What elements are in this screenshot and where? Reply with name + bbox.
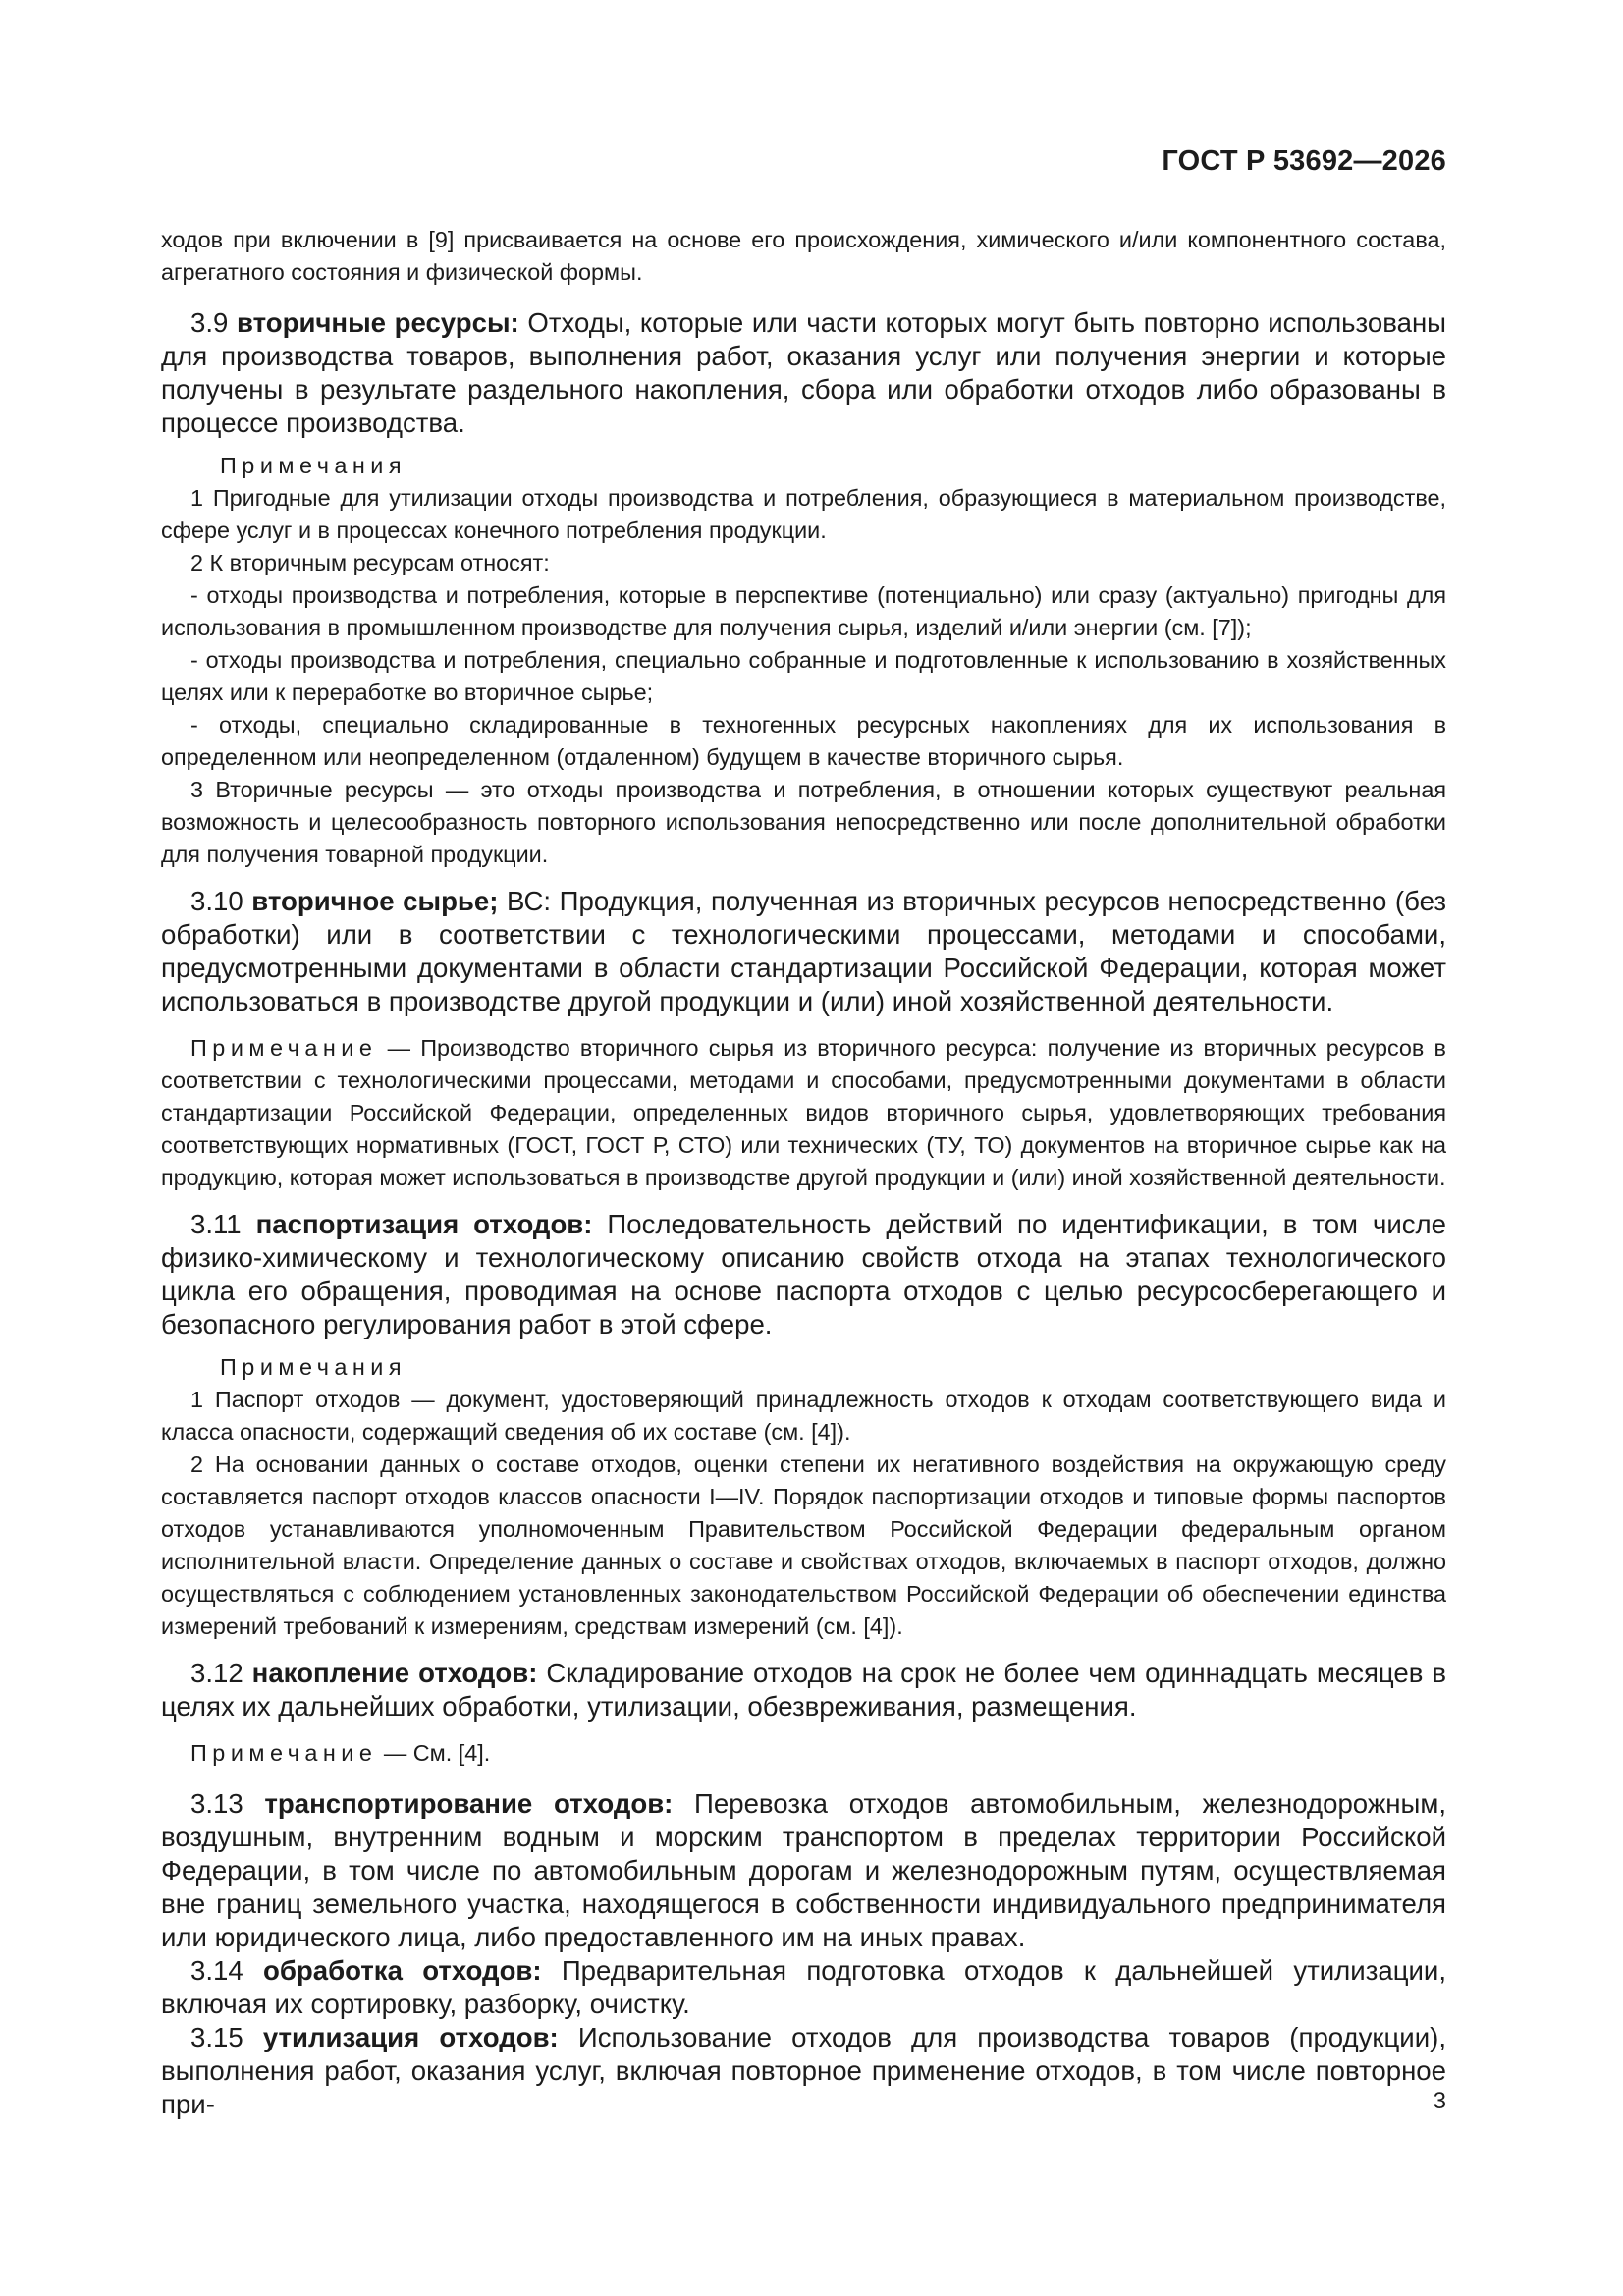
note-item: 3 Вторичные ресурсы — это отходы производства и потребления, в отношении которых существуют реальная возможность и целесообразность повторного использования непосредственно или после дополнительной обработки для получения товарной продукции. bbox=[161, 777, 1446, 867]
term-definition: ВС: Продукция, полученная из вторичных ресурсов непосредственно (без обработки) или в соответствии с технологическими процессами, методами и способами, предусмотренными документами в области стандартизации Российской Федерации, которая может использоваться в производстве другой продукции и (или) иной хозяйственной деятельности. bbox=[161, 886, 1446, 1016]
term-3-10 bbox=[161, 885, 1446, 1018]
note-label: Примечание bbox=[190, 1740, 378, 1766]
term-definition: Последовательность действий по идентификации, в том числе физико-химическому и технологическому описанию свойств отхода на этапах технологического цикла его обращения, проводимая на основе паспорта отходов с целью ресурсосберегающего и безопасного регулирования работ в этой сфере. bbox=[161, 1209, 1446, 1339]
term-number: 3.9 bbox=[190, 307, 237, 338]
note-paragraph bbox=[161, 1032, 1446, 1194]
notes-label: Примечания bbox=[220, 1354, 407, 1380]
notes-label: Примечания bbox=[220, 453, 407, 478]
note-paragraph bbox=[161, 1737, 1446, 1770]
note-item: 2 К вторичным ресурсам относят: bbox=[190, 550, 550, 575]
note-list-item: - отходы производства и потребления, специально собранные и подготовленные к использованию в хозяйственных целях или к переработке во вторичное сырье; bbox=[161, 647, 1446, 705]
term-definition: Использование отходов для производства товаров (продукции), выполнения работ, оказания услуг, включая повторное применение отходов, в том числе повторное при- bbox=[161, 2022, 1446, 2119]
note-item: 2 На основании данных о составе отходов, оценки степени их негативного воздействия на окружающую среду составляется паспорт отходов классов опасности I—IV. Порядок паспортизации отходов и типовые формы паспортов отходов устанавливаются уполномоченным Правительством Российской Федерации федеральным органом исполнительной власти. Определение данных о составе и свойствах отходов, включаемых в паспорт отходов, должно осуществляться с соблюдением установленных законодательством Российской Федерации об обеспечении единства измерений требований к измерениям, средствам измерений (см. [4]). bbox=[161, 1451, 1446, 1639]
note-text: — Производство вторичного сырья из вторичного ресурса: получение из вторичных ресурсов в соответствии с технологическими процессами, методами и способами, предусмотренными документами в области стандартизации Российской Федерации, определенных видов вторичного сырья, удовлетворяющих требования соответствующих нормативных (ГОСТ, ГОСТ Р, СТО) или технических (ТУ, ТО) документов на вторичное сырье как на продукцию, которая может использоваться в производстве другой продукции и (или) иной хозяйственной деятельности. bbox=[161, 1035, 1446, 1190]
term-definition: Отходы, которые или части которых могут быть повторно использованы для производства товаров, выполнения работ, оказания услуг или получения энергии и которые получены в результате раздельного накопления, сбора или обработки отходов либо образованы в процессе производства. bbox=[161, 307, 1447, 438]
term-3-13 bbox=[161, 1787, 1446, 1954]
note-list-item: - отходы производства и потребления, которые в перспективе (потенциально) или сразу (актуально) пригодны для использования в промышленном производстве для получения сырья, изделий и/или энергии (см. [7]); bbox=[161, 582, 1446, 640]
term-title: утилизация отходов: bbox=[262, 2022, 559, 2052]
term-definition: Складирование отходов на срок не более чем одиннадцать месяцев в целях их дальнейших обработки, утилизации, обезвреживания, размещения. bbox=[161, 1658, 1446, 1722]
term-title: вторичные ресурсы: bbox=[236, 307, 519, 338]
note-item: 1 Паспорт отходов — документ, удостоверяющий принадлежность отходов к отходам соответствующего вида и класса опасности, содержащий сведения об их составе (см. [4]). bbox=[161, 1387, 1446, 1445]
intro-paragraph: ходов при включении в [9] присваивается на основе его происхождения, химического и/или компонентного состава, агрегатного состояния и физической формы. bbox=[161, 227, 1446, 285]
document-body bbox=[161, 224, 1446, 2121]
note-label: Примечание bbox=[190, 1035, 378, 1061]
term-number: 3.10 bbox=[190, 886, 252, 916]
page-number: 3 bbox=[1433, 2088, 1446, 2114]
term-title: транспортирование отходов: bbox=[264, 1788, 674, 1819]
note-item: 1 Пригодные для утилизации отходы производства и потребления, образующиеся в материальном производстве, сфере услуг и в процессах конечного потребления продукции. bbox=[161, 485, 1446, 543]
term-3-12 bbox=[161, 1657, 1446, 1723]
term-definition: Предварительная подготовка отходов к дальнейшей утилизации, включая их сортировку, разборку, очистку. bbox=[161, 1955, 1446, 2019]
note-list-item: - отходы, специально складированные в техногенных ресурсных накоплениях для их использования в определенном или неопределенном (отдаленном) будущем в качестве вторичного сырья. bbox=[161, 712, 1446, 770]
term-3-9 bbox=[161, 306, 1446, 440]
term-title: паспортизация отходов: bbox=[255, 1209, 593, 1239]
term-definition: Перевозка отходов автомобильным, железнодорожным, воздушным, внутренним водным и морским транспортом в пределах территории Российской Федерации, в том числе по автомобильным дорогам и железнодорожным путям, осуществляемая вне границ земельного участка, находящегося в собственности индивидуального предпринимателя или юридического лица, либо предоставленного им на иных правах. bbox=[161, 1788, 1446, 1952]
term-number: 3.14 bbox=[190, 1955, 263, 1986]
term-number: 3.15 bbox=[190, 2022, 263, 2052]
term-title: накопление отходов: bbox=[251, 1658, 538, 1688]
term-3-11 bbox=[161, 1208, 1446, 1341]
term-number: 3.13 bbox=[190, 1788, 265, 1819]
note-text: — См. [4]. bbox=[377, 1740, 491, 1766]
document-header: ГОСТ Р 53692—2026 bbox=[1162, 145, 1446, 177]
term-title: вторичное сырье; bbox=[251, 886, 499, 916]
term-number: 3.11 bbox=[190, 1209, 256, 1239]
term-number: 3.12 bbox=[190, 1658, 252, 1688]
term-3-14 bbox=[161, 1954, 1446, 2021]
term-title: обработка отходов: bbox=[262, 1955, 542, 1986]
term-3-15 bbox=[161, 2021, 1446, 2121]
